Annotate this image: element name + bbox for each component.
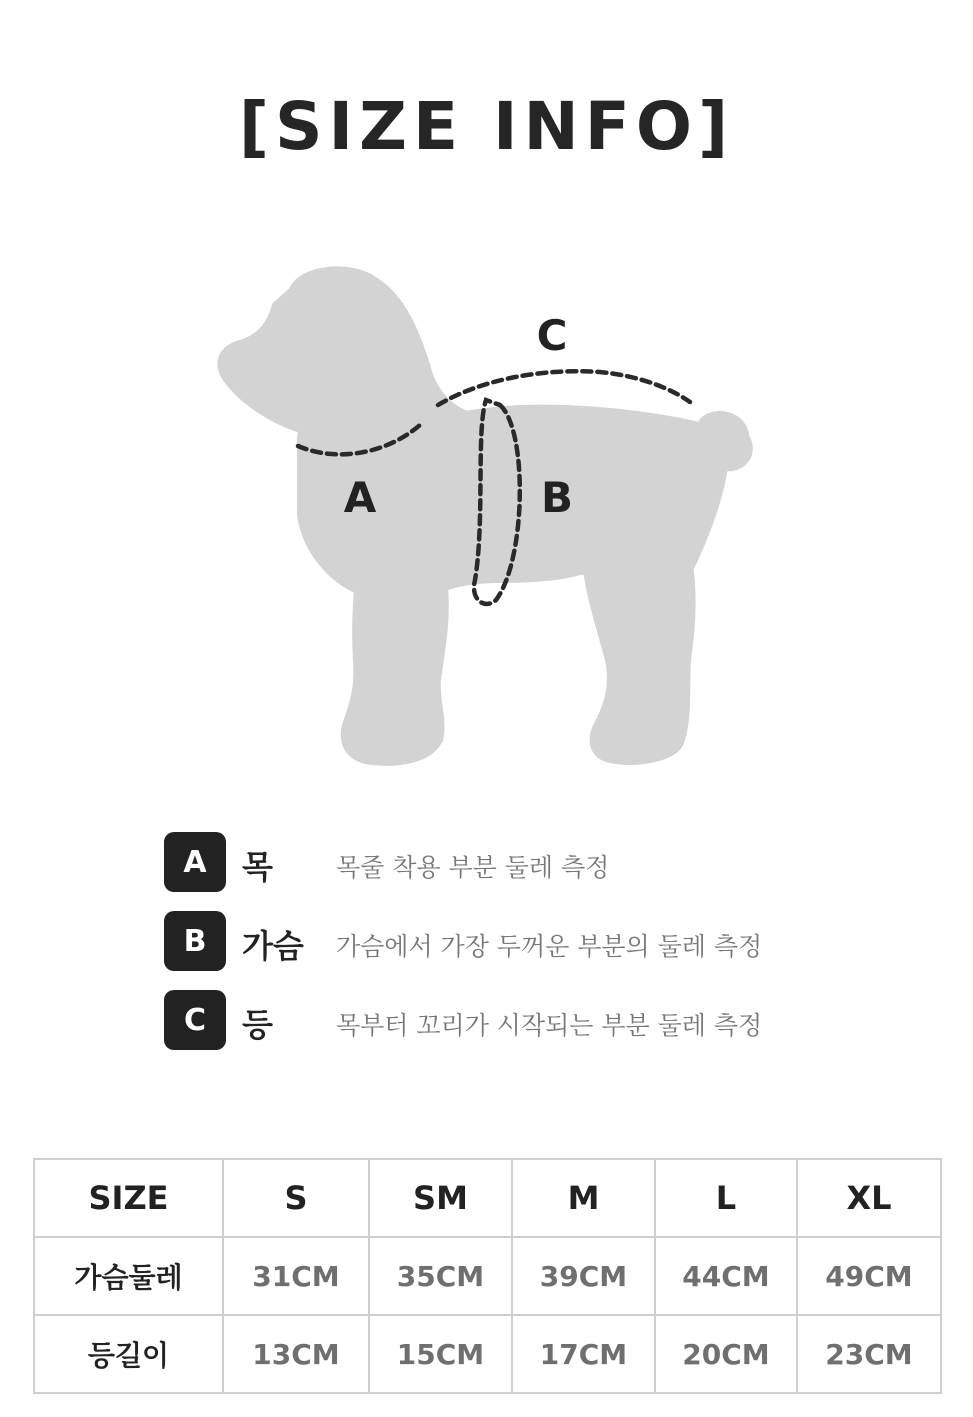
table-cell: 31CM [223, 1237, 369, 1315]
header-m: M [512, 1159, 655, 1237]
table-cell: 49CM [797, 1237, 941, 1315]
legend-row-back [164, 990, 864, 1050]
header-s: S [223, 1159, 369, 1237]
size-table [33, 1158, 942, 1394]
table-cell: 39CM [512, 1237, 655, 1315]
back-measure-line [438, 371, 690, 405]
table-cell: 35CM [369, 1237, 512, 1315]
badge-a: A [164, 832, 226, 892]
dog-silhouette [220, 269, 749, 762]
part-description: 목줄 착용 부분 둘레 측정 [336, 853, 610, 882]
legend-row-chest [164, 911, 864, 971]
badge-c: C [164, 990, 226, 1050]
part-description: 가슴에서 가장 두꺼운 부분의 둘레 측정 [336, 932, 763, 961]
label-b: B [540, 473, 574, 522]
table-cell: 17CM [512, 1315, 655, 1393]
page-title: [SIZE INFO] [238, 88, 735, 165]
part-description: 목부터 꼬리가 시작되는 부분 둘레 측정 [336, 1011, 763, 1040]
table-row-back [34, 1315, 941, 1393]
header-xl: XL [797, 1159, 941, 1237]
part-label: 가슴 [242, 927, 304, 965]
label-c: C [536, 311, 568, 360]
table-cell: 15CM [369, 1315, 512, 1393]
table-row-chest [34, 1237, 941, 1315]
legend-row-neck [164, 832, 864, 892]
header-size: SIZE [34, 1159, 223, 1237]
part-label: 목 [242, 848, 273, 886]
dog-measurement-diagram [0, 250, 973, 790]
table-header-row [34, 1159, 941, 1237]
header-sm: SM [369, 1159, 512, 1237]
row-label: 가슴둘레 [34, 1237, 223, 1315]
table-cell: 13CM [223, 1315, 369, 1393]
label-a: A [343, 473, 377, 522]
header-l: L [655, 1159, 797, 1237]
part-label: 등 [242, 1006, 273, 1044]
badge-b: B [164, 911, 226, 971]
table-cell: 20CM [655, 1315, 797, 1393]
table-cell: 23CM [797, 1315, 941, 1393]
table-cell: 44CM [655, 1237, 797, 1315]
row-label: 등길이 [34, 1315, 223, 1393]
